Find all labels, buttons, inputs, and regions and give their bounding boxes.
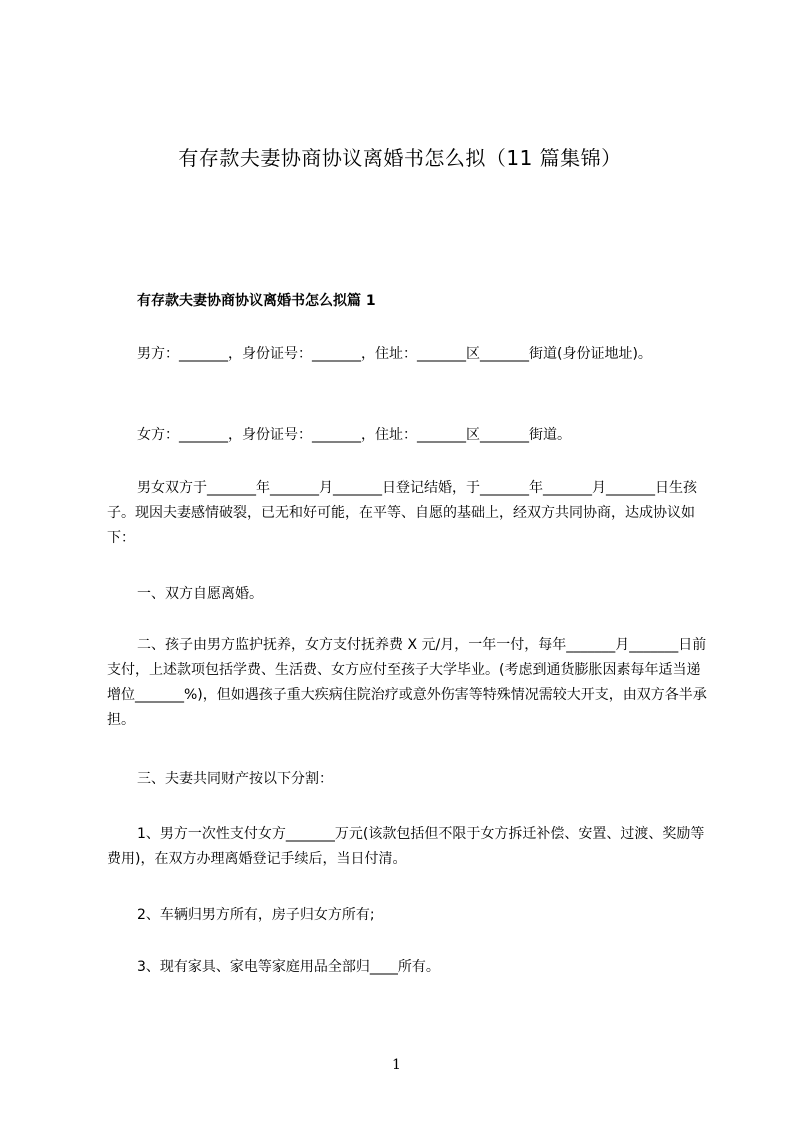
paragraph-clause-1: 一、双方自愿离婚。 <box>137 586 263 602</box>
paragraph-clause-3: 三、夫妻共同财产按以下分割： <box>137 771 333 787</box>
paragraph-male-party: 男方：_______，身份证号：_______，住址：_______区_______街道(身份证地址)。 <box>137 346 652 362</box>
section-heading: 有存款夫妻协商协议离婚书怎么拟篇 1 <box>137 293 376 309</box>
paragraph-female-party: 女方：_______，身份证号：_______，住址：_______区_______街道。 <box>137 427 571 443</box>
paragraph-clause-2: 二、孩子由男方监护抚养，女方支付抚养费 X 元/月，一年一付，每年_______月_______日前支付，上述款项包括学费、生活费、女方应付至孩子大学毕业。(考虑到通货膨胀因素每年适当递增位_______%)，但如遇孩子重大疾病住院治疗或意外伤害等特殊情况需较大开支，由双方各半承担。 <box>107 637 707 728</box>
paragraph-item-2: 2、车辆归男方所有，房子归女方所有; <box>137 907 375 923</box>
paragraph-item-1: 1、男方一次性支付女方_______万元(该款包括但不限于女方拆迁补偿、安置、过渡、奖励等费用)，在双方办理离婚登记手续后，当日付清。 <box>107 826 705 867</box>
paragraph-item-3: 3、现有家具、家电等家庭用品全部归____所有。 <box>137 959 440 975</box>
paragraph-marriage-info: 男女双方于_______年_______月_______日登记结婚，于_______年_______月_______日生孩子。现因夫妻感情破裂，已无和好可能，在平等、自愿的基础上，经双方共同协商，达成协议如下： <box>107 480 697 546</box>
page-number: 1 <box>392 1057 401 1073</box>
document-title: 有存款夫妻协商协议离婚书怎么拟（11 篇集锦） <box>178 146 622 170</box>
